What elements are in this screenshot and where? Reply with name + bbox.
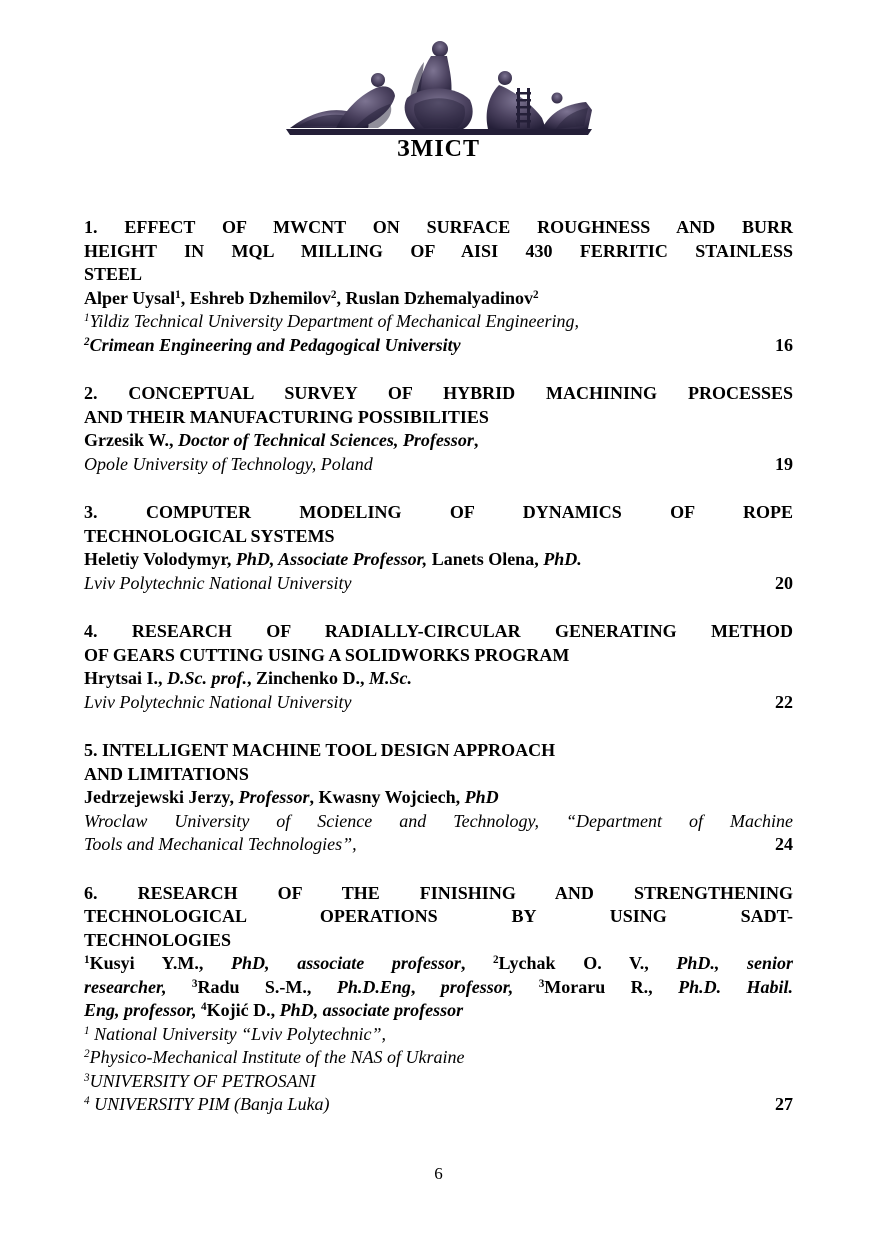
entry-title-line — [84, 263, 793, 287]
text-segment: TECHNOLOGIES — [84, 929, 232, 950]
entry-authors-line — [84, 429, 793, 453]
superscript-marker: 2 — [533, 288, 539, 301]
entry-affiliation-line — [84, 833, 793, 857]
entry-authors-line — [84, 786, 793, 810]
text-segment: 1. EFFECT OF MWCNT ON SURFACE ROUGHNESS AND BURR — [84, 217, 793, 237]
entry-title-line — [84, 525, 793, 549]
text-segment: , — [473, 430, 479, 450]
toc-entries — [84, 216, 793, 1117]
entry-affiliation-line — [84, 1023, 793, 1047]
entry-authors-line — [84, 548, 793, 572]
text-segment: Doctor of Technical Sciences, Professor — [178, 430, 474, 450]
text-segment: Alper Uysal — [84, 287, 176, 308]
entry-title-line — [84, 929, 793, 953]
superscript-marker: 3 — [191, 977, 198, 990]
entry-title-line — [84, 240, 793, 264]
text-segment: , Ruslan Dzhemalyadinov — [336, 287, 534, 308]
entry-title-line — [84, 905, 793, 929]
text-segment: Lviv Polytechnic National University — [84, 572, 352, 593]
text-segment: OF GEARS CUTTING USING A SOLIDWORKS PROGRAM — [84, 644, 570, 665]
text-segment: TECHNOLOGICAL OPERATIONS BY USING SADT- — [84, 906, 793, 926]
text-segment: Ph.D.Eng — [336, 976, 411, 997]
toc-entry — [84, 216, 793, 357]
entry-page-number: 27 — [775, 1094, 793, 1114]
superscript-marker: 2 — [84, 335, 90, 348]
entry-title-line — [84, 882, 793, 906]
text-segment: Yildiz Technical University Department of Mechanical Engineering, — [89, 311, 579, 331]
text-segment: Hrytsai I., — [84, 668, 167, 688]
sculpture-image-svg — [274, 38, 604, 142]
text-segment: Moraru R., — [544, 976, 679, 997]
text-segment: Radu S.-M., — [197, 976, 337, 997]
text-segment: PhD, associate professor — [279, 1000, 464, 1020]
entry-affiliation-line — [84, 810, 793, 834]
sculpture-image — [274, 38, 604, 142]
text-segment: Wroclaw University of Science and Technology, “Department of Machine — [84, 810, 793, 831]
text-segment: D.Sc. prof. — [167, 668, 247, 688]
text-segment: UNIVERSITY PIM (Banja Luka) — [89, 1094, 330, 1114]
text-segment: AND LIMITATIONS — [84, 763, 249, 784]
superscript-marker: 2 — [84, 1048, 90, 1061]
text-segment: National University “Lviv Polytechnic”, — [89, 1023, 387, 1044]
entry-affiliation-line — [84, 1046, 793, 1070]
text-segment: Tools and Mechanical Technologies”, — [84, 834, 357, 854]
text-segment: Lviv Polytechnic National University — [84, 691, 352, 712]
text-segment: Professor — [238, 787, 310, 807]
text-segment: PhD. — [543, 549, 582, 569]
text-segment: PhD., senior — [676, 953, 793, 973]
text-segment: Physico-Mechanical Institute of the NAS of Ukraine — [89, 1047, 465, 1067]
superscript-marker: 3 — [538, 977, 545, 990]
text-segment: PhD, Associate Professor, — [235, 549, 428, 569]
entry-title-line — [84, 620, 793, 644]
text-segment: 6. RESEARCH OF THE FINISHING AND STRENGTHENING — [84, 882, 793, 903]
text-segment: , Eshreb Dzhemilov — [180, 287, 331, 308]
superscript-marker: 4 — [84, 1095, 90, 1108]
entry-page-number: 20 — [775, 572, 793, 593]
superscript-marker: 3 — [84, 1071, 90, 1084]
entry-affiliation-line — [84, 334, 793, 358]
text-segment: Heletiy Volodymyr, — [84, 549, 236, 569]
superscript-marker: 4 — [201, 1001, 207, 1014]
entry-affiliation-line — [84, 572, 793, 596]
superscript-marker: 2 — [330, 288, 337, 301]
text-segment: 3. COMPUTER MODELING OF DYNAMICS OF ROPE — [84, 502, 793, 522]
text-segment: STEEL — [84, 264, 143, 284]
entry-affiliation-line — [84, 691, 793, 715]
superscript-marker: 1 — [175, 288, 181, 301]
text-segment: researcher, — [84, 976, 192, 997]
entry-title-line — [84, 763, 793, 787]
entry-page-number: 19 — [775, 453, 793, 474]
page-footer-number: 6 — [434, 1164, 443, 1183]
toc-entry — [84, 501, 793, 595]
superscript-marker: 1 — [84, 1024, 90, 1037]
text-segment: 4. RESEARCH OF RADIALLY-CIRCULAR GENERATING METHOD — [84, 621, 793, 641]
entry-authors-line — [84, 999, 793, 1023]
entry-affiliation-line — [84, 453, 793, 477]
entry-authors-line — [84, 952, 793, 976]
toc-entry — [84, 620, 793, 714]
text-segment: , — [410, 976, 441, 997]
text-segment: TECHNOLOGICAL SYSTEMS — [84, 525, 335, 546]
text-segment: professor, — [440, 976, 539, 997]
entry-title-line — [84, 406, 793, 430]
entry-title-line — [84, 501, 793, 525]
text-segment: Kojić D., — [206, 1000, 280, 1020]
text-segment: Crimean Engineering and Pedagogical University — [89, 334, 461, 355]
text-segment: Kusyi Y.M., — [89, 953, 232, 973]
text-segment: Opole University of Technology, Poland — [84, 453, 373, 474]
entry-authors-line — [84, 287, 793, 311]
entry-affiliation-line — [84, 1093, 793, 1117]
entry-authors-line — [84, 667, 793, 691]
toc-entry — [84, 882, 793, 1117]
text-segment: M.Sc. — [369, 668, 413, 688]
entry-title-line — [84, 739, 793, 763]
text-segment: 5. INTELLIGENT MACHINE TOOL DESIGN APPROACH — [84, 740, 556, 760]
text-segment: PhD — [460, 787, 499, 807]
text-segment: , Kwasny Wojciech, — [309, 787, 461, 807]
superscript-marker: 2 — [492, 954, 499, 967]
text-segment: UNIVERSITY OF PETROSANI — [89, 1070, 316, 1091]
entry-title-line — [84, 216, 793, 240]
entry-title-line — [84, 644, 793, 668]
text-segment: Lanets Olena, — [427, 549, 544, 569]
entry-affiliation-line — [84, 310, 793, 334]
toc-entry — [84, 739, 793, 857]
entry-page-number: 22 — [775, 691, 793, 712]
text-segment: Grzesik W., — [84, 430, 179, 450]
text-segment: Lychak O. V., — [498, 953, 677, 973]
toc-entry — [84, 382, 793, 476]
text-segment: Eng, professor, — [84, 1000, 202, 1020]
entry-page-number: 24 — [775, 834, 793, 854]
superscript-marker: 1 — [84, 312, 90, 325]
entry-title-line — [84, 382, 793, 406]
superscript-marker: 1 — [84, 954, 90, 967]
text-segment: , Zinchenko D., — [247, 668, 370, 688]
text-segment: , — [460, 953, 493, 973]
text-segment: Ph.D. Habil. — [678, 976, 794, 997]
text-segment: HEIGHT IN MQL MILLING OF AISI 430 FERRITIC STAINLESS — [84, 240, 793, 261]
text-segment: PhD, associate professor — [231, 953, 461, 973]
entry-affiliation-line — [84, 1070, 793, 1094]
entry-authors-line — [84, 976, 793, 1000]
contents-title: ЗМІСТ — [397, 136, 480, 162]
text-segment: AND THEIR MANUFACTURING POSSIBILITIES — [84, 406, 489, 427]
entry-page-number: 16 — [775, 334, 793, 355]
text-segment: Jedrzejewski Jerzy, — [84, 787, 239, 807]
text-segment: 2. CONCEPTUAL SURVEY OF HYBRID MACHINING PROCESSES — [84, 383, 793, 403]
